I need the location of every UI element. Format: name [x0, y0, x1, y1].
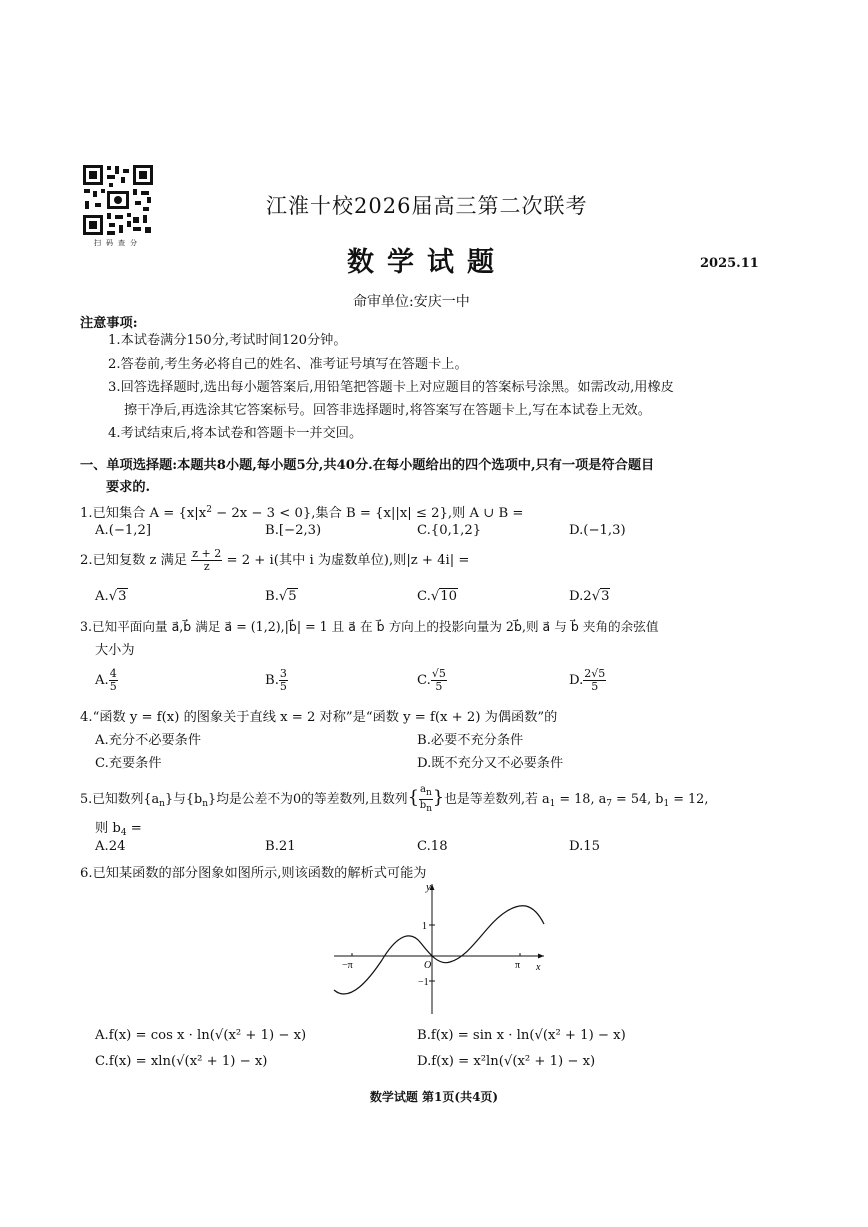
page-footer: 数学试题 第1页(共4页): [369, 1090, 499, 1104]
q3-c-num: √5: [431, 667, 446, 680]
q5-option-c[interactable]: C.18: [417, 839, 448, 854]
q2-frac-den: z: [203, 560, 210, 573]
q5-frac-top-n: n: [425, 788, 432, 798]
section-line-1: 一、单项选择题:本题共8小题,每小题5分,共40分.在每小题给出的四个选项中,只有一项是符合题目: [80, 458, 655, 473]
q5-part-e: = 18, a: [555, 792, 607, 807]
q6-d-label: D.: [417, 1054, 432, 1069]
q3-a-frac: [109, 668, 118, 693]
q1-sup: 2: [206, 505, 212, 515]
q5-part-b: }与{b: [164, 792, 203, 807]
q2-option-a[interactable]: A.√3: [95, 589, 127, 604]
q3-c-den: 5: [435, 680, 443, 693]
section-header: [80, 455, 790, 499]
q3-option-d[interactable]: [569, 668, 606, 693]
origin-label: O: [424, 960, 432, 971]
q2-stem-b: = 2 + i(其中 i 为虚数单位),则|z + 4i| =: [226, 553, 470, 568]
q2-a-label: A.: [95, 589, 109, 604]
q5-stem-line-2: [95, 817, 142, 838]
tick-neg1-label: −1: [418, 977, 429, 988]
q3-d-label: D.: [569, 673, 584, 688]
q2-d-label: D.: [569, 589, 584, 604]
q5-option-a[interactable]: A.24: [95, 839, 126, 854]
q6-graph: [330, 878, 550, 1018]
notice-item-3-cont: 擦干净后,再选涂其它答案标号。回答非选择题时,将答案写在答题卡上,写在本试卷上无效。: [124, 403, 651, 418]
qr-caption: 扫码查分: [94, 239, 142, 247]
q6-a-label: A.: [95, 1028, 109, 1043]
q5-sub-a7: 7: [606, 799, 612, 809]
q3-option-c[interactable]: [417, 668, 447, 693]
q1-stem-b: − 2x − 3 < 0},集合 B = {x||x| ≤ 2},则 A ∪ B =: [211, 506, 524, 521]
neg-pi-label: −π: [342, 960, 353, 971]
notice-item-2: 2.答卷前,考生务必将自己的姓名、准考证号填写在答题卡上。: [108, 357, 468, 372]
q4-option-b[interactable]: B.必要不充分条件: [417, 733, 524, 748]
q5-frac-bot-b: b: [419, 800, 427, 811]
q5-stem-line-1: 5.已知数列$\{a_n\}$与$\{b_n\}$均是公差不为0的等差数列,且数列{ $\frac{a_n}{b_n}$ }也是等差数列,若 $a_1 = 18$, $a_7 = 54$, $b_1 = 12$,: [80, 784, 709, 814]
q2-frac-num: z + 2: [192, 547, 222, 560]
q5-part-c: }均是公差不为0的等差数列,且数列: [208, 792, 408, 807]
q2-d-coef: 2: [583, 589, 592, 604]
q5-sub-a1: 1: [549, 799, 556, 809]
q1-option-d[interactable]: D.(−1,3): [569, 523, 626, 538]
notice-item-4: 4.考试结束后,将本试卷和答题卡一并交回。: [108, 426, 363, 441]
q5-sub-b4: 4: [120, 828, 127, 838]
q6-c-text: f(x) = xln(√(x² + 1) − x): [108, 1054, 268, 1069]
q2-d-rad: 3: [601, 589, 610, 604]
q6-d-text: f(x) = x²ln(√(x² + 1) − x): [431, 1054, 596, 1069]
q5-part-f: = 54, b: [611, 792, 664, 807]
q1-stem: [80, 502, 523, 521]
exam-date: 2025.11: [700, 256, 759, 271]
q5-part-g: = 12,: [669, 792, 709, 807]
q3-b-frac: [279, 668, 288, 693]
q5-part-a: 5.已知数列{a: [80, 792, 160, 807]
y-label: y: [426, 881, 431, 893]
q3-b-num: 3: [279, 667, 287, 680]
q6-a-text: f(x) = cos x · ln(√(x² + 1) − x): [108, 1028, 307, 1043]
q5-line2-end: =: [126, 821, 142, 836]
q3-stem-line-1: 3.已知平面向量 a⃗,b⃗ 满足 a⃗ = (1,2),|b⃗| = 1 且 a⃗ 在 b⃗ 方向上的投影向量为 2b⃗,则 a⃗ 与 b⃗ 夹角的余弦值: [80, 619, 659, 634]
q3-a-num: 4: [109, 667, 117, 680]
q2-option-c[interactable]: C.√10: [417, 589, 457, 604]
q6-b-label: B.: [417, 1028, 431, 1043]
q2-c-rad: 10: [440, 589, 457, 604]
x-label: x: [536, 962, 541, 973]
q3-b-label: B.: [265, 673, 279, 688]
q3-option-b[interactable]: [265, 668, 288, 693]
q4-stem: 4.“函数 y = f(x) 的图象关于直线 x = 2 对称”是“函数 y = f(x + 2) 为偶函数”的: [80, 710, 558, 725]
q1-stem-a: 1.已知集合 A = {x|x: [80, 506, 207, 521]
q6-option-c[interactable]: [95, 1054, 267, 1069]
q3-d-frac: [583, 668, 606, 693]
q4-option-c[interactable]: C.充要条件: [95, 756, 162, 771]
q6-option-a[interactable]: [95, 1028, 306, 1043]
q1-option-c[interactable]: C.{0,1,2}: [417, 523, 482, 538]
subject-title: 数学试题: [347, 247, 507, 278]
q5-sub-b1: 1: [663, 799, 670, 809]
q5-part-d: 也是等差数列,若 a: [444, 792, 550, 807]
q2-stem-a: 2.已知复数 z 满足: [80, 553, 188, 568]
q3-stem-line-2: 大小为: [95, 643, 135, 658]
q3-b-den: 5: [279, 680, 287, 693]
q5-frac-bot-n: n: [426, 804, 432, 814]
notice-item-1: 1.本试卷满分150分,考试时间120分钟。: [108, 333, 347, 348]
q2-option-d[interactable]: D.2√3: [569, 589, 610, 604]
q5-seq-frac: [419, 784, 433, 815]
q1-option-b[interactable]: B.[−2,3): [265, 523, 322, 538]
q2-b-rad: 5: [288, 589, 297, 604]
q5-option-d[interactable]: D.15: [569, 839, 601, 854]
author-unit: 命审单位:安庆一中: [353, 294, 470, 310]
notice-item-3: 3.回答选择题时,选出每小题答案后,用铅笔把答题卡上对应题目的答案标号涂黑。如需改动,用橡皮: [108, 380, 674, 395]
notice-title: 注意事项:: [80, 316, 138, 331]
function-curve: [334, 906, 544, 994]
section-line-2: 要求的.: [106, 480, 151, 495]
pi-label: π: [515, 960, 521, 971]
tick-1-label: 1: [422, 921, 427, 932]
q6-b-text: f(x) = sin x · ln(√(x² + 1) − x): [430, 1028, 626, 1043]
exam-title: 江淮十校2026届高三第二次联考: [266, 194, 588, 218]
q5-frac-bot: [419, 800, 433, 815]
q5-sub-a-n: n: [159, 799, 165, 809]
q3-d-num: 2√5: [584, 667, 606, 680]
q2-c-label: C.: [417, 589, 431, 604]
q3-d-den: 5: [591, 680, 599, 693]
q2-a-rad: 3: [118, 589, 127, 604]
q1-option-a[interactable]: A.(−1,2]: [95, 523, 152, 538]
q2-stem: [80, 548, 469, 573]
q4-option-d[interactable]: D.既不充分又不必要条件: [417, 756, 564, 771]
q5-option-b[interactable]: B.21: [265, 839, 296, 854]
q3-a-label: A.: [95, 673, 109, 688]
q5-frac-top: [419, 784, 433, 800]
q3-option-a[interactable]: [95, 668, 118, 693]
q2-b-label: B.: [265, 589, 279, 604]
q5-line2-a: 则 b: [95, 821, 121, 836]
x-axis-arrow: [538, 954, 544, 959]
q5-frac-top-a: a: [420, 784, 426, 795]
q2-option-b[interactable]: B.√5: [265, 589, 297, 604]
q3-a-den: 5: [109, 680, 117, 693]
q2-fraction: [191, 548, 222, 573]
q3-c-frac: [431, 668, 447, 693]
q4-option-a[interactable]: A.充分不必要条件: [95, 733, 202, 748]
q3-c-label: C.: [417, 673, 431, 688]
qr-code: [81, 163, 155, 237]
q6-option-d[interactable]: [417, 1054, 595, 1069]
q5-sub-b-n: n: [202, 799, 209, 809]
q6-option-b[interactable]: [417, 1028, 626, 1043]
q6-c-label: C.: [95, 1054, 109, 1069]
q6-stem: 6.已知某函数的部分图象如图所示,则该函数的解析式可能为: [80, 866, 427, 881]
